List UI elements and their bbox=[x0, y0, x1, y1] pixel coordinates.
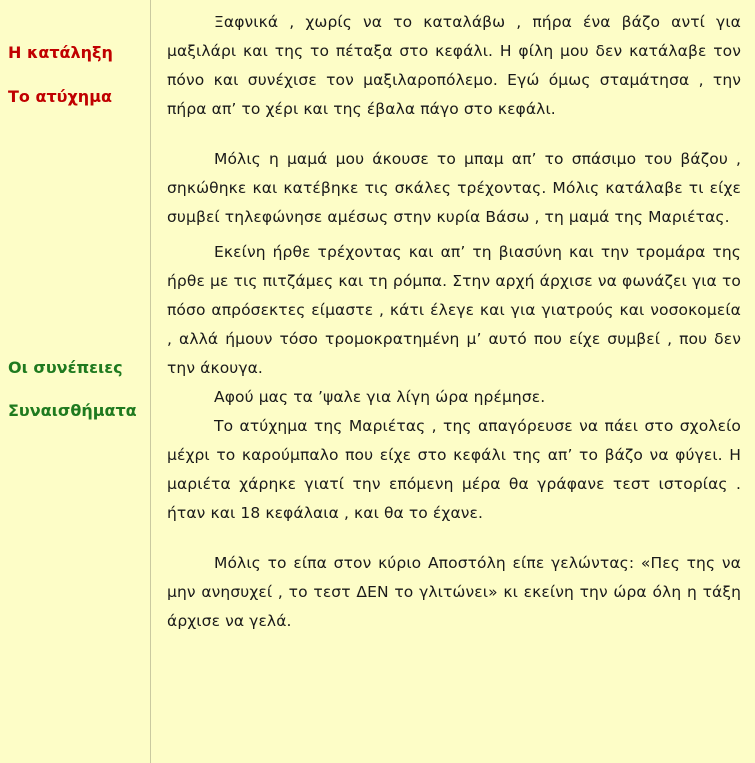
paragraph: Το ατύχημα της Μαριέτας , της απαγόρευσε να πάει στο σχολείο μέχρι το καρούμπαλο που είχε στο κεφάλι της απ’ το βάζο να φύγει. Η μαριέτα χάρηκε γιατί την επόμενη μέρα θα γράφανε τεστ ιστορίας . ήταν και 18 κεφάλαια , και θα το έχανε. bbox=[167, 417, 741, 522]
paragraph: Αφού μας τα ’ψαλε για λίγη ώρα ηρέμησε. bbox=[214, 388, 546, 406]
story-text bbox=[167, 8, 741, 636]
paragraph: Μόλις η μαμά μου άκουσε το μπαμ απ’ το σπάσιμο του βάζου , σηκώθηκε και κατέβηκε τις σκάλες τρέχοντας. Μόλις κατάλαβε τι είχε συμβεί τηλεφώνησε αμέσως στην κυρία Βάσω , τη μαμά της Μαριέτας. bbox=[167, 150, 741, 226]
margin-label-ending: Η κατάληξη bbox=[8, 43, 113, 62]
margin-label-consequences: Οι συνέπειες bbox=[8, 358, 123, 377]
paragraph: Ξαφνικά , χωρίς να το καταλάβω , πήρα ένα βάζο αντί για μαξιλάρι και της το πέταξα στο κεφάλι. Η φίλη μου δεν κατάλαβε τον πόνο και συνέχισε τον μαξιλαροπόλεμο. Εγώ όμως σταμάτησα , την πήρα απ’ το χέρι και της έβαλα πάγο στο κεφάλι. bbox=[167, 13, 741, 118]
paragraph: Μόλις το είπα στον κύριο Αποστόλη είπε γελώντας: «Πες της να μην ανησυχεί , το τεστ ΔΕΝ το γλιτώνει» κι εκείνη την ώρα όλη η τάξη άρχισε να γελά. bbox=[167, 554, 741, 630]
margin-label-accident: Το ατύχημα bbox=[8, 87, 112, 106]
paragraph: Εκείνη ήρθε τρέχοντας και απ’ τη βιασύνη και την τρομάρα της ήρθε με τις πιτζάμες και τη ρόμπα. Στην αρχή άρχισε να φωνάζει για το πόσο απρόσεκτες είμαστε , κάτι έλεγε και για γιατρούς και νοσοκομεία , αλλά ήμουν τόσο τρομοκρατημένη μ’ αυτό που είχε συμβεί , που δεν την άκουγα. bbox=[167, 243, 741, 377]
margin-notes-column bbox=[0, 0, 151, 763]
margin-label-feelings: Συναισθήματα bbox=[8, 401, 137, 420]
